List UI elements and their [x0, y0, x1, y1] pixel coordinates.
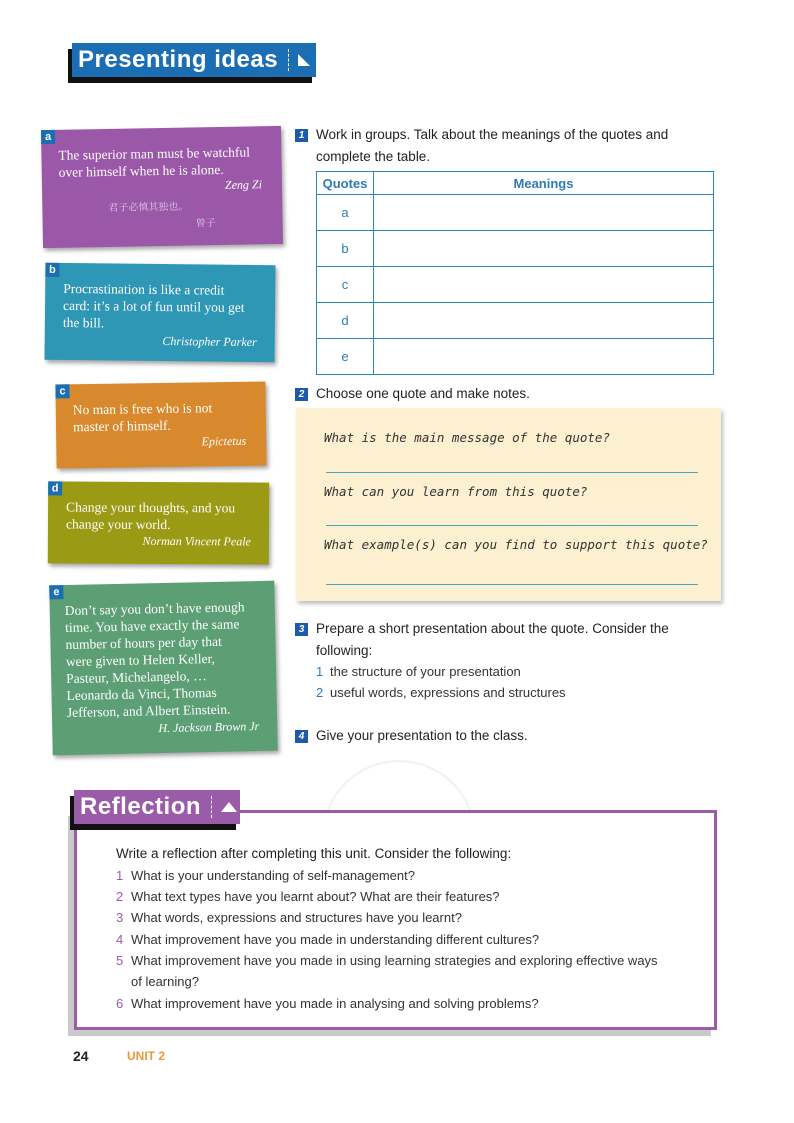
item-text: What improvement have you made in analysing and solving problems? [131, 996, 539, 1011]
quote-card-a [41, 126, 283, 248]
reflection-title: Reflection [80, 793, 202, 820]
quote-text-line: card: it’s a lot of fun until you get [62, 297, 245, 315]
note-question: What is the main message of the quote? [324, 430, 610, 445]
quote-text-line: Pasteur, Michelangelo, … [66, 668, 207, 687]
quote-text-line: were given to Helen Keller, [65, 650, 215, 670]
item-text: What improvement have you made in using learning strategies and exploring effective ways [131, 953, 658, 968]
quote-tag: a [41, 130, 55, 144]
answer-line[interactable] [326, 525, 698, 526]
table-row [317, 267, 714, 303]
quote-text-line: Leonardo da Vinci, Thomas [66, 684, 217, 704]
header-box [74, 790, 240, 824]
table-row [317, 339, 714, 375]
unit-label: UNIT 2 [127, 1049, 166, 1063]
header-box [72, 43, 316, 77]
meaning-cell[interactable] [374, 339, 714, 375]
reflection-item [116, 907, 462, 928]
reflection-item [116, 929, 539, 950]
task-number-4: 4 [295, 730, 308, 743]
reflection-item [116, 865, 415, 886]
item-number: 1 [316, 664, 324, 679]
task-1-text-line: Work in groups. Talk about the meanings of the quotes and [316, 127, 669, 142]
item-number: 2 [316, 685, 324, 700]
item-text: What improvement have you made in understanding different cultures? [131, 932, 540, 947]
table-row-label: d [317, 303, 374, 339]
reflection-header [70, 790, 242, 828]
reflection-item-continued: of learning? [131, 974, 199, 989]
table-row [317, 231, 714, 267]
reflection-item [116, 950, 658, 971]
item-number: 3 [116, 910, 124, 925]
quote-text-line: Change your thoughts, and you [66, 499, 236, 516]
triangle-up-icon [220, 801, 238, 813]
item-number: 5 [116, 953, 124, 968]
item-text: What is your understanding of self-management? [131, 868, 415, 883]
reflection-intro: Write a reflection after completing this unit. Consider the following: [116, 846, 512, 861]
quote-chinese-text: 君子必慎其独也。 [108, 201, 189, 214]
table-row [317, 195, 714, 231]
quote-card-d [48, 481, 269, 564]
corner-triangle-icon [297, 53, 311, 67]
quote-text-line: Don’t say you don’t have enough [64, 599, 245, 619]
header-divider [211, 796, 212, 818]
table-row-label: e [317, 339, 374, 375]
item-number: 4 [116, 932, 124, 947]
quote-text-line: the bill. [62, 314, 105, 331]
meaning-cell[interactable] [374, 267, 714, 303]
table-row-label: b [317, 231, 374, 267]
quote-text-line: No man is free who is not [72, 400, 213, 418]
meaning-cell[interactable] [374, 231, 714, 267]
quote-author: Christopher Parker [162, 334, 257, 350]
item-number: 6 [116, 996, 124, 1011]
quote-tag: e [49, 585, 63, 599]
table-header-quotes: Quotes [317, 172, 374, 195]
task-1-text-line: complete the table. [316, 149, 431, 164]
quote-tag: b [45, 263, 59, 277]
quote-tag: d [48, 481, 62, 495]
quote-card-b [44, 263, 275, 362]
table-row-label: c [317, 267, 374, 303]
quote-author: Norman Vincent Peale [142, 533, 251, 549]
quote-tag: c [55, 384, 69, 398]
quote-text-line: master of himself. [72, 417, 171, 435]
reflection-item [116, 886, 500, 907]
task-2-text-line: Choose one quote and make notes. [316, 386, 530, 401]
task-3-text-line: following: [316, 643, 373, 658]
item-number: 1 [116, 868, 124, 883]
quote-text-line: change your world. [65, 516, 171, 533]
presenting-ideas-header [68, 43, 320, 81]
page-title: Presenting ideas [78, 46, 279, 73]
item-text: useful words, expressions and structures [330, 685, 566, 700]
note-question: What can you learn from this quote? [324, 484, 588, 499]
quote-chinese-author: 曾子 [195, 218, 216, 230]
table-header-meanings: Meanings [374, 172, 714, 195]
table-header-row [317, 172, 714, 195]
task-4-text-line: Give your presentation to the class. [316, 728, 528, 743]
meaning-cell[interactable] [374, 303, 714, 339]
task-3-item [316, 661, 521, 682]
quote-text-line: over himself when he is alone. [58, 161, 224, 180]
quote-card-c [55, 382, 266, 469]
quote-text-line: number of hours per day that [65, 633, 222, 653]
quotes-table [316, 171, 714, 375]
task-number-2: 2 [295, 388, 308, 401]
page-number: 24 [73, 1048, 89, 1064]
meaning-cell[interactable] [374, 195, 714, 231]
quote-text-line: Jefferson, and Albert Einstein. [66, 701, 231, 721]
task-number-1: 1 [295, 129, 308, 142]
task-3-item [316, 682, 566, 703]
quote-card-e [49, 581, 278, 756]
table-row [317, 303, 714, 339]
task-3-text-line: Prepare a short presentation about the quote. Consider the [316, 621, 669, 636]
quote-text-line: Procrastination is like a credit [63, 280, 225, 298]
reflection-item [116, 993, 539, 1014]
item-text: What text types have you learnt about? What are their features? [131, 889, 500, 904]
header-divider [288, 49, 289, 71]
quote-author: Epictetus [201, 433, 247, 449]
item-number: 2 [116, 889, 124, 904]
notes-box [296, 408, 721, 601]
quote-author: Zeng Zi [224, 177, 263, 192]
quote-text-line: time. You have exactly the same [64, 616, 240, 636]
item-text: What words, expressions and structures have you learnt? [131, 910, 462, 925]
task-number-3: 3 [295, 623, 308, 636]
table-row-label: a [317, 195, 374, 231]
item-text: the structure of your presentation [330, 664, 521, 679]
answer-line[interactable] [326, 584, 698, 585]
quote-author: H. Jackson Brown Jr [158, 719, 260, 736]
note-question: What example(s) can you find to support this quote? [324, 537, 708, 552]
answer-line[interactable] [326, 472, 698, 473]
quote-text-line: The superior man must be watchful [58, 144, 251, 163]
